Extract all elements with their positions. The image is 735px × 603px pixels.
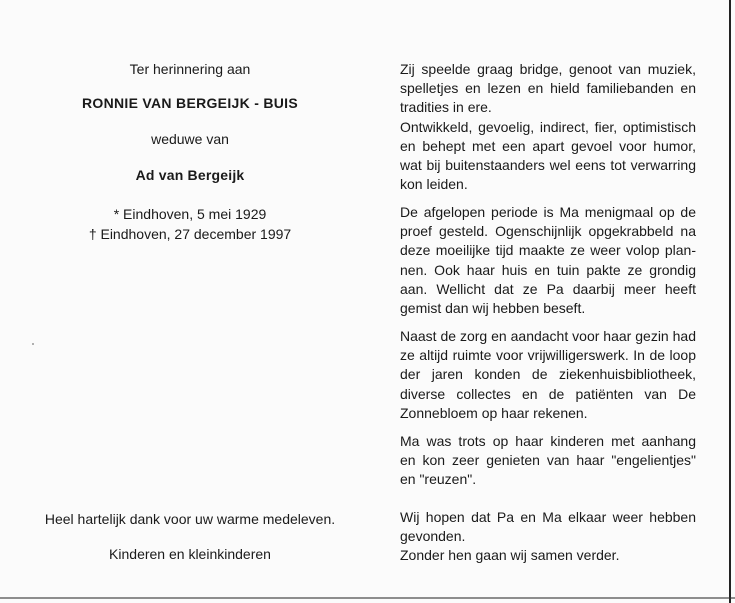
text-line: aan. Wellicht dat ze Pa daarbij meer heeft [400, 280, 696, 297]
birth-line: * Eindhoven, 5 mei 1929 [113, 206, 267, 222]
text-line: Ontwikkeld, gevoelig, indirect, fier, optimistisch [400, 118, 696, 135]
text-line: diverse collectes en de patiënten van De [400, 385, 696, 402]
text-line: Naast de zorg en aandacht voor haar gezin had [400, 328, 696, 344]
intro-line: Ter herinnering aan [129, 61, 251, 77]
text-line: en behept met een apart gevoel voor humor, [400, 137, 696, 154]
deceased-name: RONNIE VAN BERGEIJK - BUIS [81, 95, 298, 111]
text-line: Zonder hen gaan wij samen verder. [400, 547, 620, 564]
text-line: kon leiden. [400, 176, 468, 193]
text-line: gemist dan wij hebben beseft. [400, 300, 586, 317]
text-line: proef gesteld. Ogenschijnlijk opgekrabbeld na [400, 223, 696, 240]
text-line: Zij speelde graag bridge, genoot van muziek, [400, 61, 696, 77]
text-line: deze moeilijke tijd maakte ze weer volop plan- [400, 242, 696, 259]
thanks-line: Heel hartelijk dank voor uw warme medeleven. [44, 511, 336, 527]
text-line: wat bij buitenstaanders wel eens tot verwarring [400, 157, 696, 174]
spouse-name: Ad van Bergeijk [135, 167, 245, 183]
paragraph-3 [400, 327, 696, 423]
paragraph-4 [400, 432, 696, 490]
relation-line: weduwe van [151, 131, 229, 147]
death-line: † Eindhoven, 27 december 1997 [88, 226, 292, 242]
text-line: en kon zeer genieten van haar "engelientjes" [400, 452, 696, 469]
text-line: gevonden. [400, 528, 466, 545]
text-line: spelletjes en lezen en hield familiebanden en [400, 80, 696, 97]
life-dates [0, 204, 380, 244]
text-line: Zonnebloem op haar rekenen. [400, 404, 588, 421]
paragraph-5 [400, 508, 696, 566]
text-line: Ma was trots op haar kinderen met aanhang [400, 433, 696, 449]
text-line: Wij hopen dat Pa en Ma elkaar weer hebben [400, 509, 696, 525]
signature-line: Kinderen en kleinkinderen [109, 546, 271, 562]
text-line: der jaren konden de ziekenhuisbibliotheek, [400, 366, 696, 383]
paragraph-2 [400, 203, 696, 318]
paragraph-1 [400, 60, 696, 194]
paper-speck [32, 343, 34, 345]
card-edge-right [729, 0, 731, 603]
text-line: ze altijd ruimte voor vrijwilligerswerk. In de loop [400, 347, 696, 364]
text-line: nen. Ook haar huis en tuin pakte ze grondig [400, 261, 696, 278]
text-line: tradities in ere. [400, 99, 492, 116]
card-edge-bottom [0, 597, 735, 599]
text-line: De afgelopen periode is Ma menigmaal op de [400, 204, 696, 220]
text-line: en "reuzen". [400, 471, 477, 488]
